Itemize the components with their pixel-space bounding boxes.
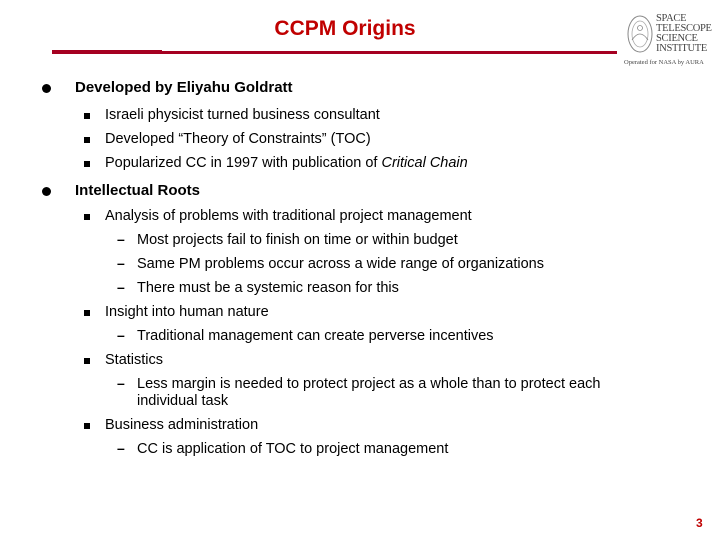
list-item: Statistics <box>105 352 164 368</box>
seal-icon <box>626 14 654 58</box>
logo-line: INSTITUTE <box>656 43 707 54</box>
logo-operated-by: Operated for NASA by AURA <box>624 59 704 66</box>
sub-item: Same PM problems occur across a wide range of organizations <box>137 256 544 272</box>
list-item: Developed “Theory of Constraints” (TOC) <box>105 131 371 147</box>
dash-bullet-icon: – <box>117 440 125 456</box>
logo-line: SPACE <box>656 13 687 24</box>
dash-bullet-icon: – <box>117 231 125 247</box>
item-bullet-icon <box>84 137 90 143</box>
sub-item: Traditional management can create perverse incentives <box>137 328 494 344</box>
sub-item: CC is application of TOC to project management <box>137 441 449 457</box>
dash-bullet-icon: – <box>117 255 125 271</box>
sub-item: Less margin is needed to protect project as a whole than to protect each <box>137 376 601 392</box>
item-bullet-icon <box>84 310 90 316</box>
sub-item: Most projects fail to finish on time or within budget <box>137 232 458 248</box>
item-bullet-icon <box>84 423 90 429</box>
section-bullet-icon <box>42 187 51 196</box>
list-item: Israeli physicist turned business consultant <box>105 107 380 123</box>
sub-item: There must be a systemic reason for this <box>137 280 399 296</box>
list-item: Analysis of problems with traditional project management <box>105 208 472 224</box>
sub-item-continuation: individual task <box>137 393 229 409</box>
slide-title: CCPM Origins <box>274 17 416 40</box>
dash-bullet-icon: – <box>117 375 125 391</box>
dash-bullet-icon: – <box>117 327 125 343</box>
section-bullet-icon <box>42 84 51 93</box>
logo-line: SCIENCE <box>656 33 698 44</box>
book-title: Critical Chain <box>381 155 468 171</box>
logo-line: TELESCOPE <box>656 23 712 34</box>
item-bullet-icon <box>84 214 90 220</box>
list-item-text: Popularized CC in 1997 with publication of <box>105 155 382 171</box>
page-number: 3 <box>696 516 703 530</box>
list-item <box>105 155 468 171</box>
item-bullet-icon <box>84 358 90 364</box>
dash-bullet-icon: – <box>117 279 125 295</box>
item-bullet-icon <box>84 113 90 119</box>
list-item: Insight into human nature <box>105 304 269 320</box>
stsci-logo <box>622 12 714 70</box>
section-heading: Developed by Eliyahu Goldratt <box>75 79 293 96</box>
section-heading: Intellectual Roots <box>75 182 201 199</box>
item-bullet-icon <box>84 161 90 167</box>
list-item: Business administration <box>105 417 259 433</box>
title-rule <box>52 51 617 54</box>
